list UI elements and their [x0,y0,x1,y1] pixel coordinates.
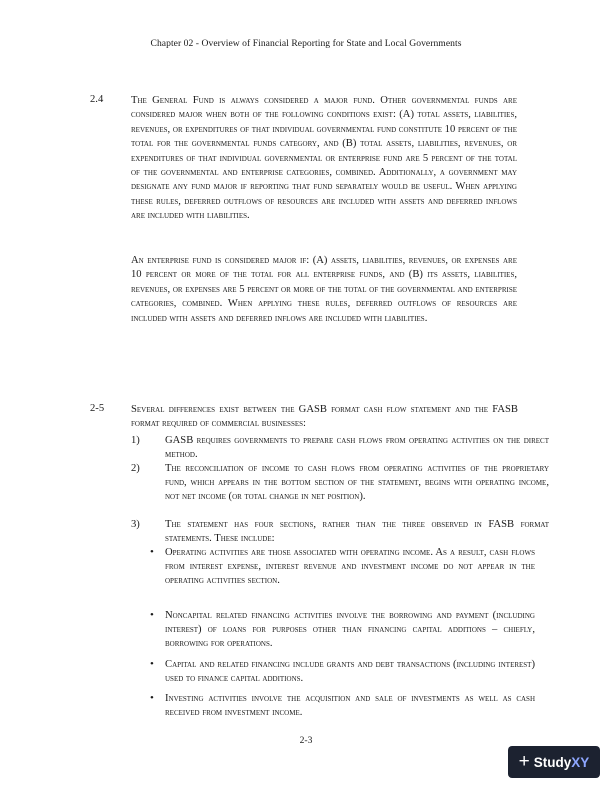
bullet-text: Noncapital related financing activities involve the borrowing and payment (including interest) of loans for purposes other than financing capital additions – chiefly, borrowing for operations. [165,610,535,649]
list-item-number: 1) [131,435,140,446]
list-item-text: The reconciliation of income to cash flows from operating activities of the proprietary fund, which appears in the bottom section of the statement, begins with operating income, not net income (or total change in net position). [165,463,549,502]
list-item-text: GASB requires governments to prepare cash flows from operating activities on the direct method. [165,435,549,460]
badge-suffix: XY [571,754,590,770]
bullet-text: Operating activities are those associated with operating income. As a result, cash flows from interest expense, interest revenue and investment income do not appear in the operating activities section. [165,547,535,586]
list-item-number: 2) [131,463,140,474]
answer-2-4-paragraph-1: The General Fund is always considered a major fund. Other governmental funds are considered major when both of the following conditions exist: (A) total assets, liabilities, revenues, or expenditures of that individual governmental fund constitute 10 percent of the total for the governmental funds category, and (B) total assets, liabilities, revenues, or expenditures of that individual governmental or enterprise fund are 5 percent of the total of the governmental and enterprise categories, combined. Additionally, a government may designate any fund major if reporting that fund separately would be useful. When applying these rules, deferred outflows of resources are included with assets and deferred inflows are included with liabilities. [131,95,517,222]
bullet-icon: • [150,692,154,704]
list-item-text: The statement has four sections, rather than the three observed in FASB format statements. These include: [165,519,549,544]
list-item-number: 3) [131,519,140,530]
badge-label [534,755,590,770]
bullet-text: Capital and related financing include grants and debt transactions (including interest) used to finance capital additions. [165,659,535,684]
question-number-2-5: 2-5 [90,403,105,414]
bullet-text: Investing activities involve the acquisition and sale of investments as well as cash received from investment income. [165,693,535,718]
answer-2-4-paragraph-2: An enterprise fund is considered major if: (A) assets, liabilities, revenues, or expenses are 10 percent or more of the total for all enterprise funds, and (B) its assets, liabilities, revenues, or expenses are 5 percent or more of the total of the governmental and enterprise categories, combined. When applying these rules, deferred outflows of resources are included with assets and deferred inflows are included with liabilities. [131,255,517,324]
bullet-icon: • [150,658,154,670]
badge-prefix: Study [533,754,572,770]
bullet-icon: • [150,609,154,621]
page-number: 2-3 [299,735,313,746]
bullet-icon: • [150,546,154,558]
answer-2-5-intro: Several differences exist between the GASB format cash flow statement and the FASB format required of commercial businesses: [131,404,518,430]
plus-icon: + [518,750,530,772]
question-number-2-4: 2.4 [90,94,104,105]
page-header: Chapter 02 - Overview of Financial Reporting for State and Local Governments [150,38,462,49]
studyxy-badge[interactable] [508,746,600,778]
